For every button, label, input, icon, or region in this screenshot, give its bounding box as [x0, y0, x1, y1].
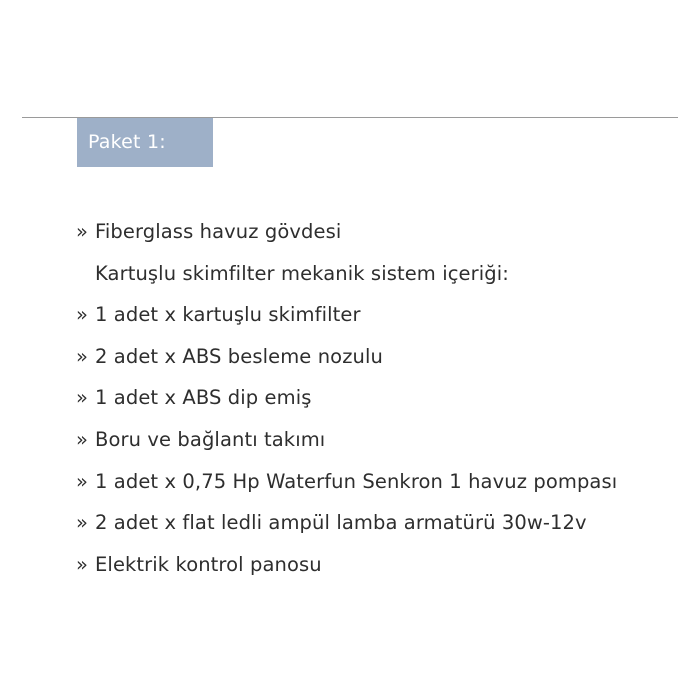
bullet-marker: »	[76, 427, 89, 451]
package-title: Paket 1:	[88, 131, 166, 153]
list-item-text: 2 adet x ABS besleme nozulu	[95, 344, 383, 368]
bullet-marker: »	[76, 552, 89, 576]
package-contents-list	[76, 217, 617, 591]
list-item-text: Fiberglass havuz gövdesi	[95, 220, 342, 243]
bullet-marker: »	[76, 344, 89, 368]
list-item	[76, 217, 617, 259]
bullet-marker: »	[76, 386, 89, 410]
list-item	[76, 342, 617, 384]
package-title-badge	[77, 118, 213, 167]
bullet-marker: »	[76, 469, 89, 493]
list-item-text: 1 adet x 0,75 Hp Waterfun Senkron 1 havuz pompası	[95, 469, 618, 493]
list-item-text: 2 adet x flat ledli ampül lamba armatürü 30w-12v	[95, 511, 587, 535]
list-item	[76, 259, 617, 301]
list-item	[76, 383, 617, 425]
bullet-marker: »	[76, 303, 89, 327]
list-item-text: 1 adet x ABS dip emiş	[95, 386, 312, 410]
list-item	[76, 425, 617, 467]
list-item-text: Elektrik kontrol panosu	[95, 552, 322, 576]
list-item-text: 1 adet x kartuşlu skimfilter	[95, 303, 361, 327]
list-item	[76, 508, 617, 550]
list-item-text: Kartuşlu skimfilter mekanik sistem içeriği:	[95, 261, 509, 285]
list-item	[76, 467, 617, 509]
bullet-marker: »	[76, 220, 89, 243]
bullet-marker: »	[76, 511, 89, 535]
list-item	[76, 550, 617, 592]
list-item-text: Boru ve bağlantı takımı	[95, 427, 326, 451]
list-item	[76, 300, 617, 342]
